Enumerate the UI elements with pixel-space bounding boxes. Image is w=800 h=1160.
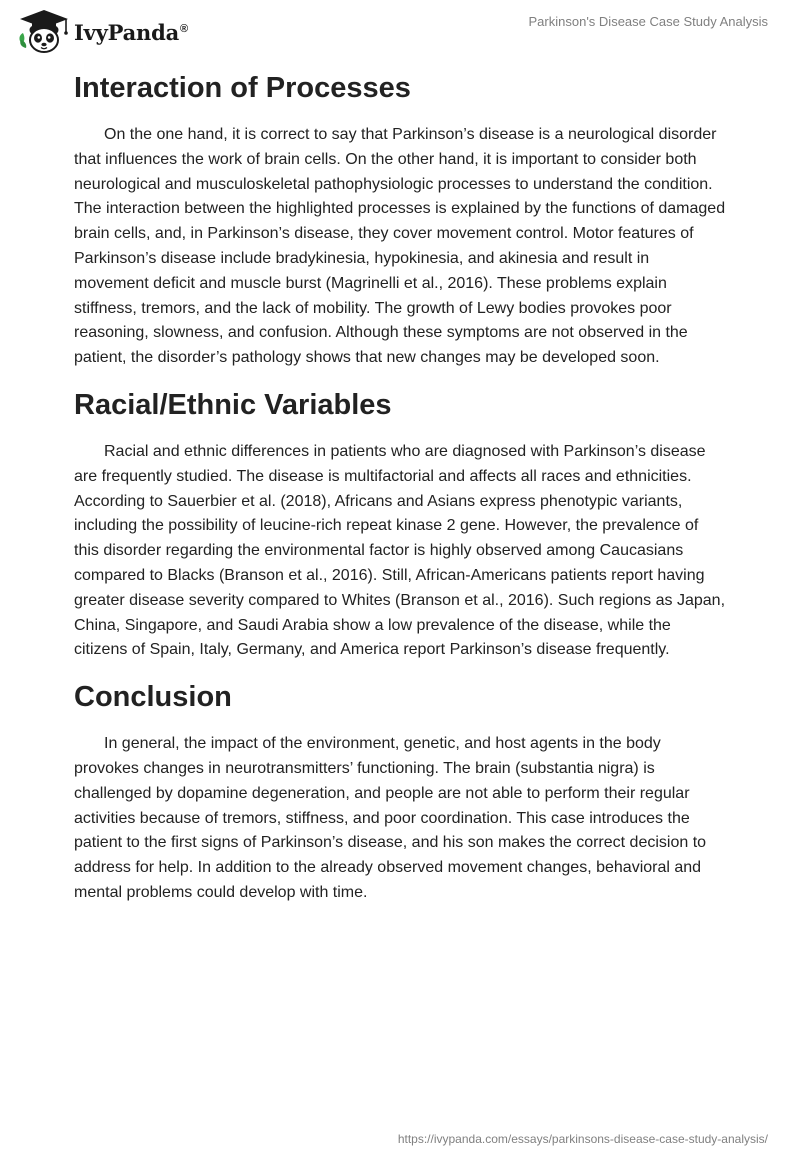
registered-mark: ® [180, 22, 188, 35]
panda-graduate-icon [16, 8, 72, 56]
section-paragraph: On the one hand, it is correct to say that Parkinson’s disease is a neurological disorder that influences the work of brain cells. On the other hand, it is important to consider both neurological and musculoskeletal pathophysiologic processes to understand the condition. The interaction between the highlighted processes is explained by the functions of damaged brain cells, and, in Parkinson’s disease, they cover movement control. Motor features of Parkinson’s disease include bradykinesia, hypokinesia, and akinesia and result in movement deficit and muscle burst (Magrinelli et al., 2016). These problems explain stiffness, tremors, and the lack of mobility. The growth of Lewy bodies provokes poor reasoning, slowness, and confusion. Although these symptoms are not observed in the patient, the disorder’s pathology shows that new changes may be developed soon. [74, 126, 726, 367]
section-racial-ethnic-variables [74, 385, 726, 663]
section-interaction-of-processes [74, 68, 726, 371]
section-paragraph: Racial and ethnic differences in patients who are diagnosed with Parkinson’s disease are frequently studied. The disease is multifactorial and affects all races and ethnicities. According to Sauerbier et al. (2018), Africans and Asians express phenotypic variants, including the possibility of leucine-rich repeat kinase 2 gene. However, the prevalence of this disorder regarding the environmental factor is highly observed among Caucasians compared to Blacks (Branson et al., 2016). Still, African-Americans patients report having greater disease severity compared to Whites (Branson et al., 2016). Such regions as Japan, China, Singapore, and Saudi Arabia show a low prevalence of the disease, while the citizens of Spain, Italy, Germany, and America report Parkinson’s disease frequently. [74, 442, 726, 659]
section-conclusion [74, 677, 726, 906]
section-heading: Conclusion [74, 681, 232, 714]
section-paragraph: In general, the impact of the environment, genetic, and host agents in the body provokes changes in neurotransmitters’ functioning. The brain (substantia nigra) is challenged by dopamine degeneration, and people are not able to perform their regular activities because of tremors, stiffness, and poor coordination. This case introduces the patient to the first signs of Parkinson’s disease, and his son makes the correct decision to address for help. In addition to the already observed movement changes, behavioral and mental problems could develop with time. [74, 735, 707, 901]
document-title: Parkinson's Disease Case Study Analysis [528, 14, 768, 29]
section-heading: Interaction of Processes [74, 72, 411, 104]
source-url[interactable]: https://ivypanda.com/essays/parkinsons-disease-case-study-analysis/ [397, 1132, 768, 1146]
section-heading: Racial/Ethnic Variables [74, 388, 392, 421]
essay-content [74, 68, 726, 920]
brand-name: IvyPanda® [74, 19, 188, 45]
brand-logo[interactable] [16, 8, 188, 56]
page-header [0, 0, 800, 60]
